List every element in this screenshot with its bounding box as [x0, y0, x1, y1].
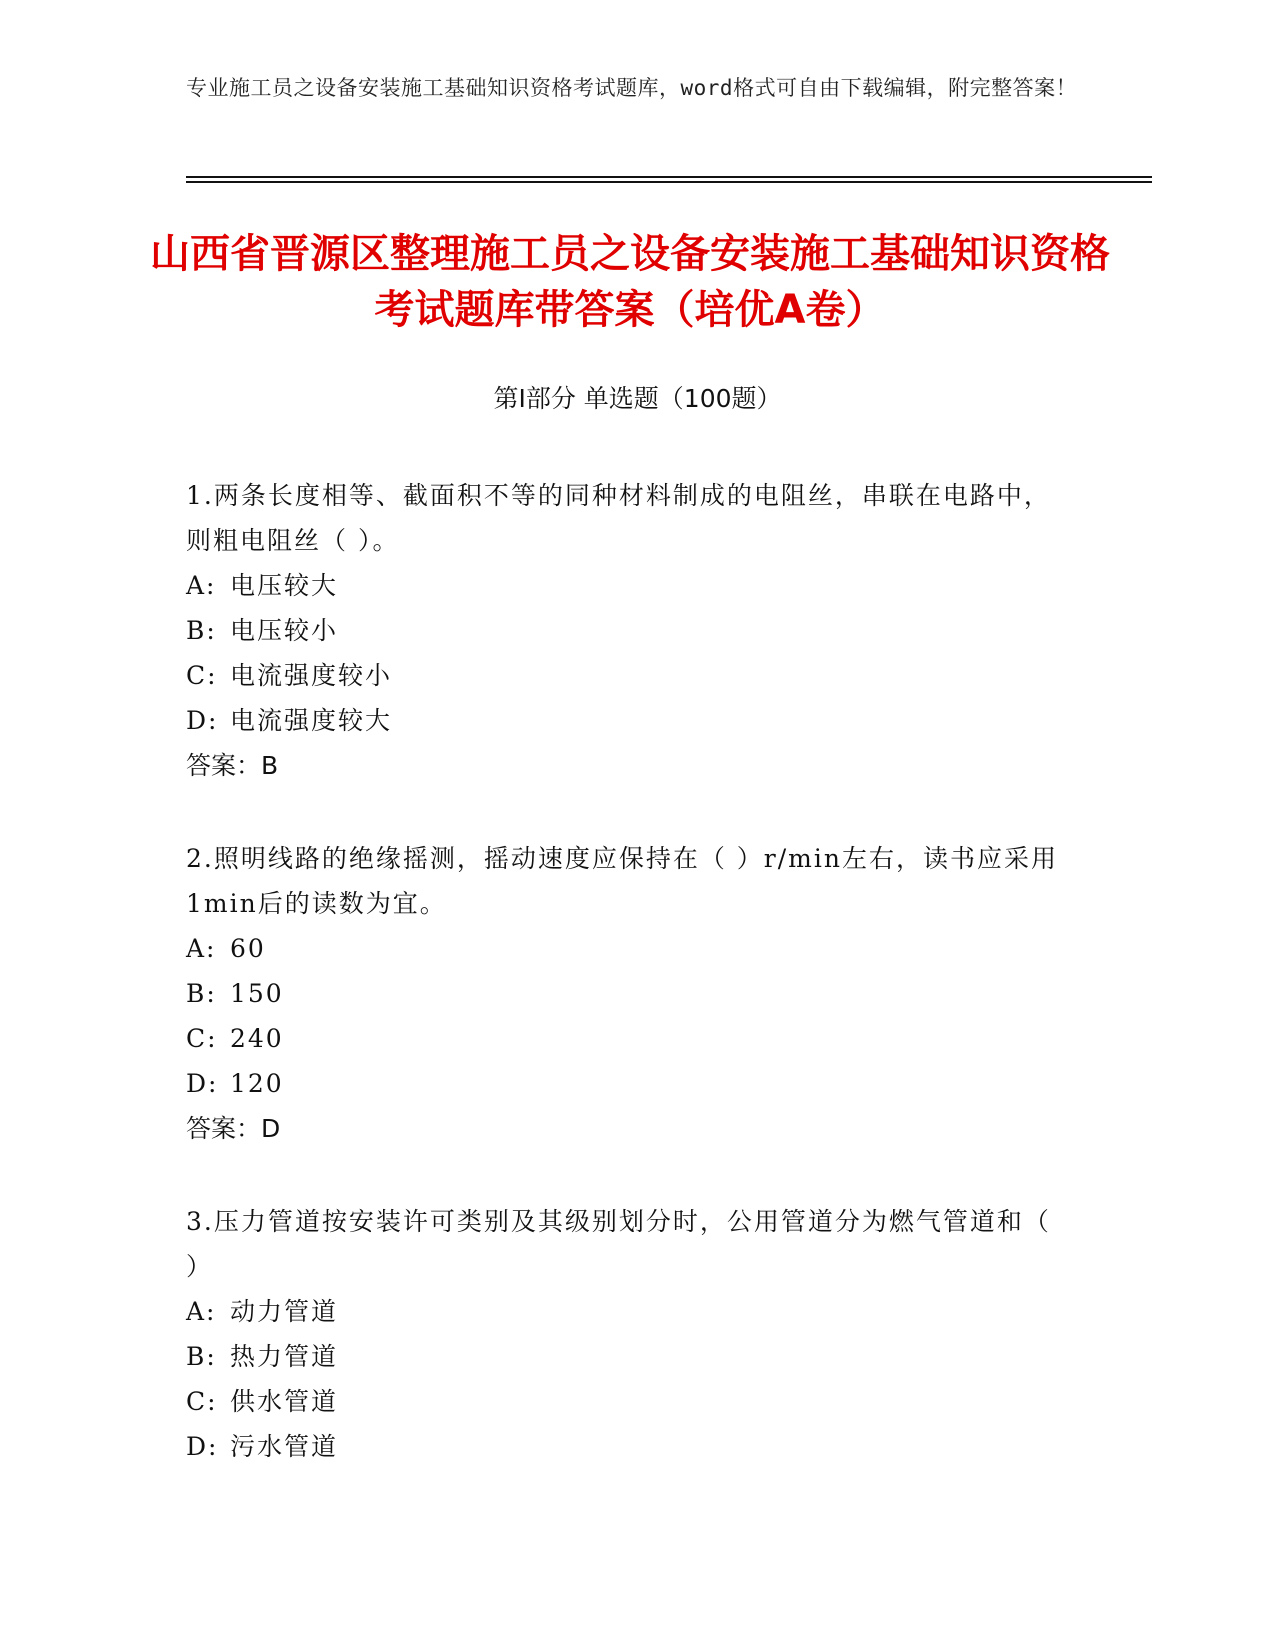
answer: 答案：D	[186, 1114, 281, 1143]
question-stem: 2.照明线路的绝缘摇测，摇动速度应保持在（ ）r/min左右，读书应采用1min后的读数为宜。	[186, 844, 1058, 918]
option-d: D: 电流强度较大	[186, 706, 393, 735]
option-a: A: 电压较大	[186, 571, 339, 600]
question-2	[186, 836, 1066, 1151]
header-divider-bottom	[186, 181, 1152, 183]
option-a: A: 动力管道	[186, 1297, 339, 1326]
question-stem: 3.压力管道按安装许可类别及其级别划分时，公用管道分为燃气管道和（ ）	[186, 1207, 1051, 1281]
option-c: C: 供水管道	[186, 1387, 339, 1416]
section-title: 第I部分 单选题（100题）	[493, 384, 782, 413]
question-1	[186, 473, 1066, 788]
option-c: C: 240	[186, 1024, 284, 1053]
option-b: B: 150	[186, 979, 284, 1008]
document-title: 山西省晋源区整理施工员之设备安装施工基础知识资格考试题库带答案（培优A卷）	[150, 231, 1110, 333]
header-divider-top	[186, 176, 1152, 178]
option-b: B: 电压较小	[186, 616, 339, 645]
question-3	[186, 1199, 1066, 1469]
question-stem: 1.两条长度相等、截面积不等的同种材料制成的电阻丝，串联在电路中，则粗电阻丝（ ）。	[186, 481, 1051, 555]
option-a: A: 60	[186, 934, 266, 963]
option-d: D: 120	[186, 1069, 284, 1098]
header-note: 专业施工员之设备安装施工基础知识资格考试题库，word格式可自由下载编辑，附完整答案！	[186, 76, 1078, 100]
option-d: D: 污水管道	[186, 1432, 339, 1461]
option-b: B: 热力管道	[186, 1342, 339, 1371]
answer: 答案：B	[186, 751, 279, 780]
option-c: C: 电流强度较小	[186, 661, 393, 690]
